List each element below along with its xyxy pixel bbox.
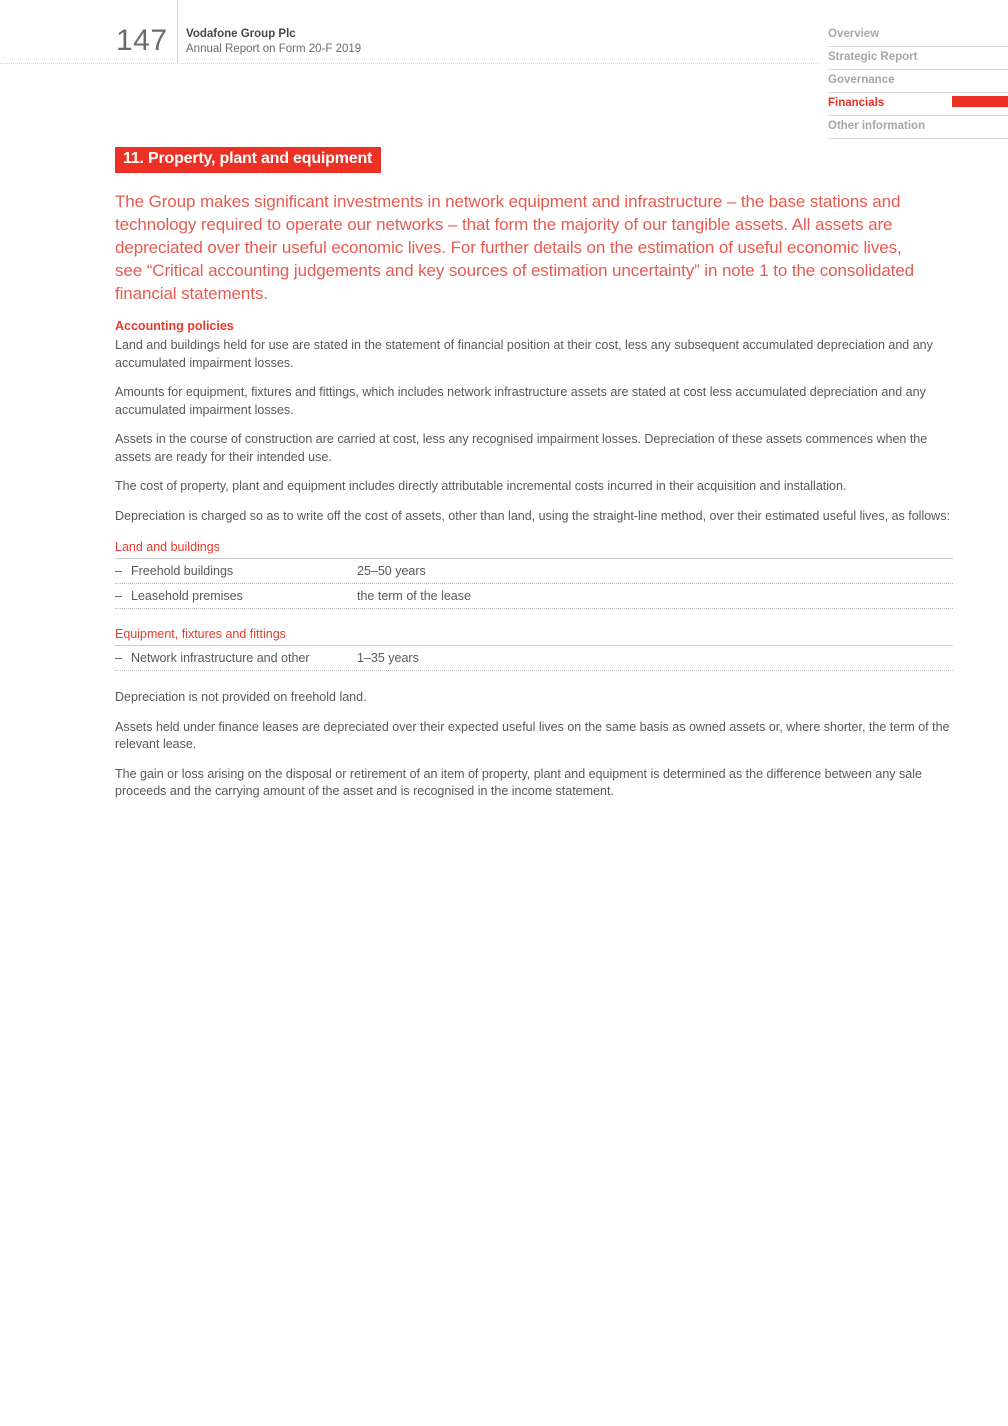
useful-life-value: 1–35 years bbox=[357, 651, 419, 665]
useful-lives-table-equipment bbox=[115, 627, 953, 671]
table-row bbox=[115, 559, 953, 584]
row-dash: – bbox=[115, 589, 122, 603]
financials-active-bar bbox=[952, 96, 1008, 107]
nav-item-label: Other information bbox=[828, 120, 926, 132]
table-row bbox=[115, 584, 953, 609]
table-heading: Equipment, fixtures and fittings bbox=[115, 627, 953, 646]
table-row bbox=[115, 646, 953, 671]
table-heading: Land and buildings bbox=[115, 540, 953, 559]
policy-paragraph: Depreciation is charged so as to write off the cost of assets, other than land, using the straight-line method, over their estimated useful lives, as follows: bbox=[115, 508, 950, 523]
useful-lives-table-land-and-buildings bbox=[115, 540, 953, 609]
nav-item-overview[interactable] bbox=[828, 24, 1008, 47]
asset-class-label: Freehold buildings bbox=[131, 564, 234, 578]
row-dash: – bbox=[115, 564, 122, 578]
row-dash: – bbox=[115, 651, 122, 665]
intro-paragraph: The Group makes significant investments in network equipment and infrastructure – the base stations and technology required to operate our networks – that form the majority of our tangible assets. All assets are depreciated over their useful economic lives. For further details on the estimation of useful economic lives, see “Critical accounting judgements and key sources of estimation uncertainty” in note 1 to the consolidated financial statements. bbox=[115, 192, 915, 303]
useful-life-value: 25–50 years bbox=[357, 564, 426, 578]
page-number: 147 bbox=[116, 24, 168, 57]
header-rule bbox=[0, 63, 818, 64]
section-nav bbox=[828, 24, 1008, 139]
section-title-banner: 11. Property, plant and equipment bbox=[115, 147, 381, 173]
nav-item-other-information[interactable] bbox=[828, 116, 1008, 139]
asset-class-label: Leasehold premises bbox=[131, 589, 243, 603]
nav-item-label: Strategic Report bbox=[828, 51, 918, 63]
policy-paragraph: Assets in the course of construction are carried at cost, less any recognised impairment losses. Depreciation of these assets commences when the assets are ready for their intended use. bbox=[115, 432, 928, 464]
policy-paragraph: Assets held under finance leases are depreciated over their expected useful lives on the same basis as owned assets or, where shorter, the term of the relevant lease. bbox=[115, 719, 950, 751]
header-vertical-divider bbox=[177, 0, 178, 63]
policy-paragraph: Amounts for equipment, fixtures and fittings, which includes network infrastructure assets are stated at cost less accumulated depreciation and any accumulated impairment losses. bbox=[115, 385, 926, 417]
nav-item-label: Overview bbox=[828, 28, 880, 40]
policy-paragraph: The cost of property, plant and equipment includes directly attributable incremental costs incurred in their acquisition and installation. bbox=[115, 479, 847, 493]
policy-paragraph: The gain or loss arising on the disposal or retirement of an item of property, plant and equipment is determined as the difference between any sale proceeds and the carrying amount of the asset and is recognised in the income statement. bbox=[115, 766, 922, 798]
accounting-policies-heading: Accounting policies bbox=[115, 319, 234, 333]
nav-item-financials[interactable] bbox=[828, 93, 1008, 116]
policy-paragraph: Depreciation is not provided on freehold land. bbox=[115, 690, 367, 704]
nav-item-governance[interactable] bbox=[828, 70, 1008, 93]
nav-item-label: Governance bbox=[828, 74, 895, 86]
report-subtitle: Annual Report on Form 20-F 2019 bbox=[186, 43, 362, 55]
nav-item-label: Financials bbox=[828, 97, 885, 109]
nav-item-strategic-report[interactable] bbox=[828, 47, 1008, 70]
report-title-block bbox=[186, 28, 361, 55]
useful-life-value: the term of the lease bbox=[357, 589, 471, 603]
policy-paragraph: Land and buildings held for use are stated in the statement of financial position at their cost, less any subsequent accumulated depreciation and any accumulated impairment losses. bbox=[115, 338, 933, 370]
main-content bbox=[115, 147, 953, 801]
asset-class-label: Network infrastructure and other bbox=[131, 651, 310, 665]
company-name: Vodafone Group Plc bbox=[186, 28, 296, 40]
